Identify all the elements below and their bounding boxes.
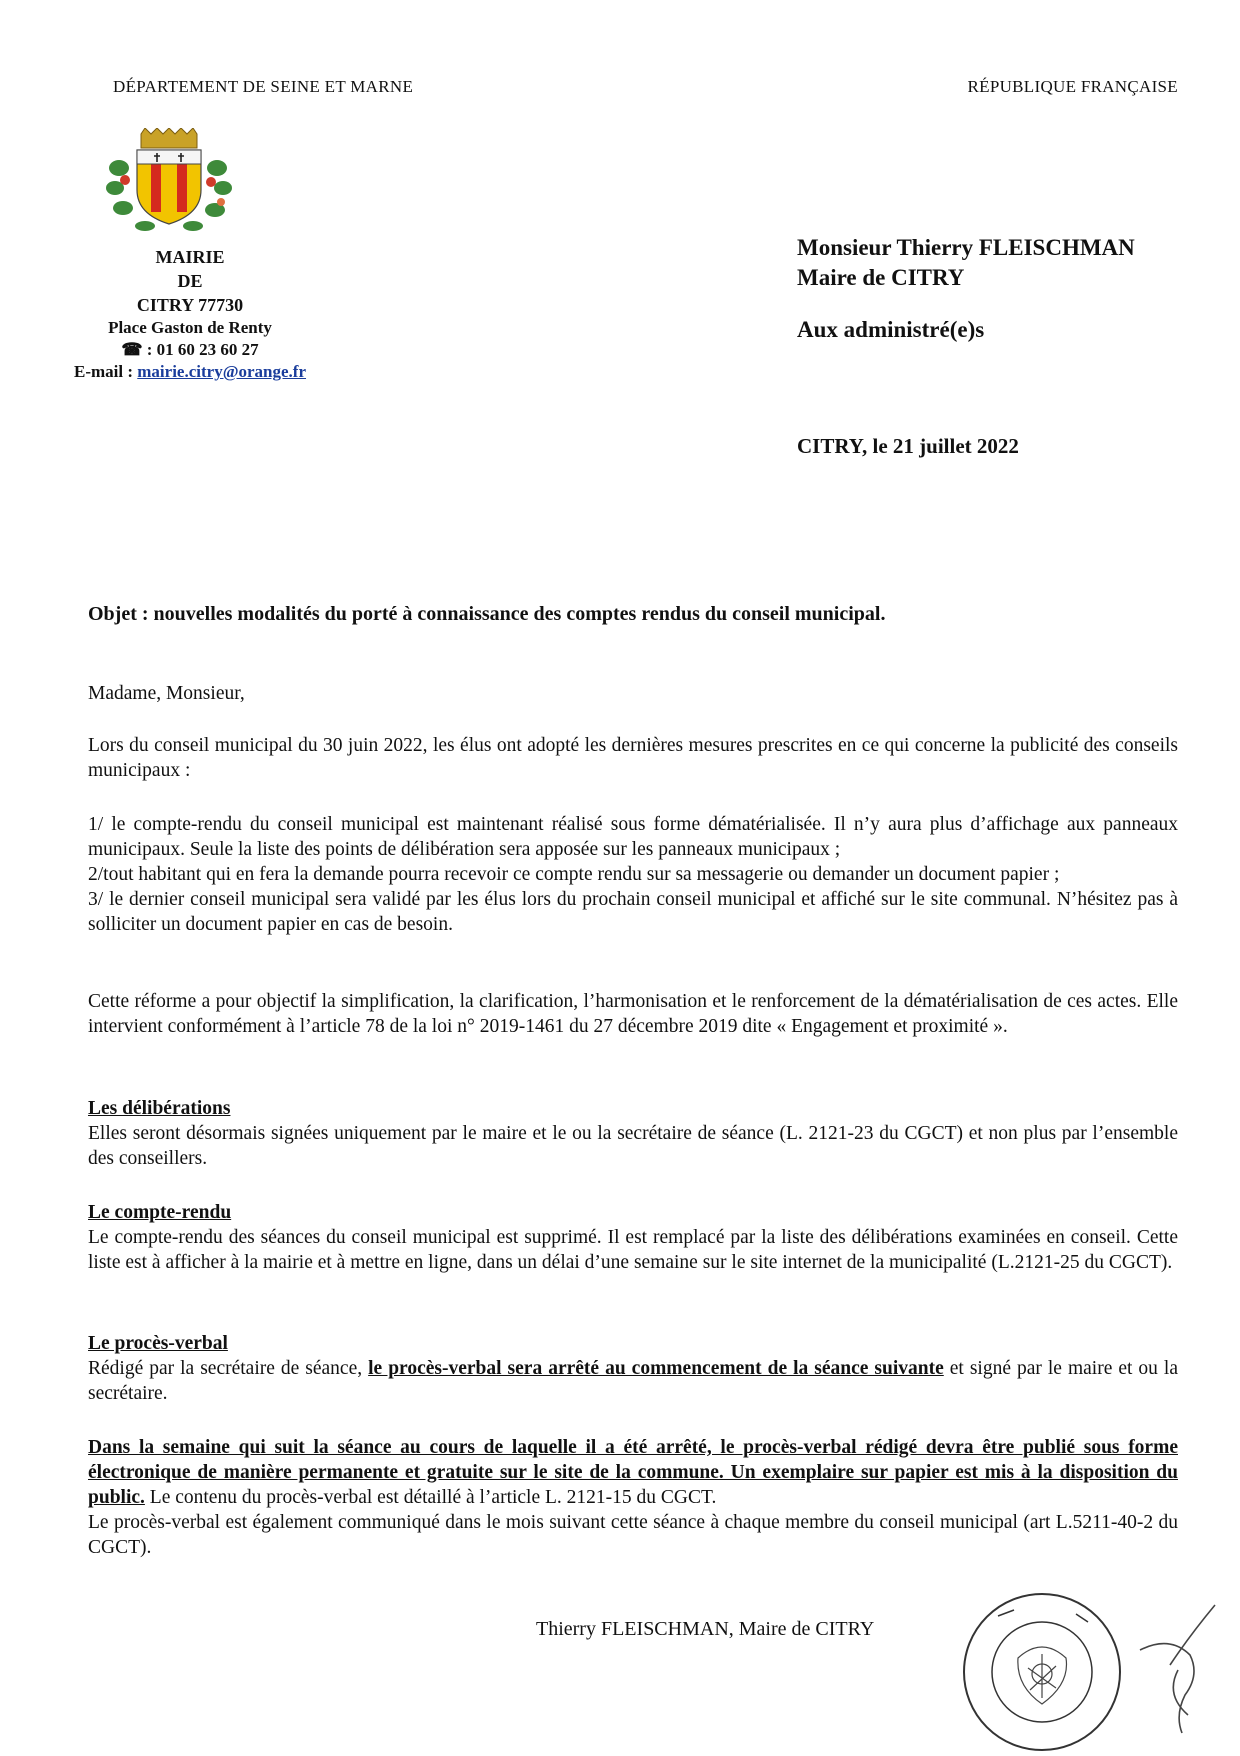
sender-address: Place Gaston de Renty bbox=[108, 318, 272, 337]
republic-header: RÉPUBLIQUE FRANÇAISE bbox=[967, 77, 1178, 96]
sender-phone: : 01 60 23 60 27 bbox=[142, 340, 259, 359]
publication-line-2: Le procès-verbal est également communiqué dans le mois suivant cette séance à chaque membre du conseil municipal (art L.5211-40-2 du CGCT). bbox=[88, 1512, 1178, 1558]
text-run: et signé par le maire et ou la secrétaire. bbox=[88, 1358, 1178, 1404]
email-label: E-mail : bbox=[73, 362, 138, 381]
recipient-block bbox=[797, 233, 1135, 345]
intro-paragraph: Lors du conseil municipal du 30 juin 2022, les élus ont adopté les dernières mesures prescrites en ce qui concerne la publicité des conseils municipaux : bbox=[88, 735, 1178, 781]
salutation: Madame, Monsieur, bbox=[88, 683, 245, 704]
publication-text bbox=[88, 1435, 1178, 1510]
handwritten-signature-icon bbox=[1130, 1595, 1220, 1735]
recipient-name: Monsieur Thierry FLEISCHMAN bbox=[797, 235, 1135, 260]
list-item: 3/ le dernier conseil municipal sera validé par les élus lors du prochain conseil municipal et affiché sur le site communal. N’hésitez pas à solliciter un document papier en cas de besoin. bbox=[88, 889, 1178, 935]
points-list bbox=[88, 812, 1178, 937]
list-item: 2/tout habitant qui en fera la demande pourra recevoir ce compte rendu sur sa messagerie ou demander un document papier ; bbox=[88, 864, 1060, 885]
section-text: Elles seront désormais signées uniquement par le maire et le ou la secrétaire de séance (L. 2121-23 du CGCT) et non plus par l’ensemble des conseillers. bbox=[88, 1123, 1178, 1169]
section-text bbox=[88, 1356, 1178, 1406]
publication-paragraph bbox=[88, 1435, 1178, 1560]
section-compte-rendu bbox=[88, 1200, 1178, 1275]
reform-paragraph: Cette réforme a pour objectif la simplification, la clarification, l’harmonisation et le renforcement de la dématérialisation de ces actes. Elle intervient conformément à l’article 78 de la loi n° 2019-1461 du 27 décembre 2019 dite « Engagement et proximité ». bbox=[88, 991, 1178, 1037]
sender-line-3: CITRY 77730 bbox=[136, 295, 244, 315]
section-proces-verbal bbox=[88, 1331, 1178, 1406]
sender-block bbox=[40, 245, 340, 383]
recipient-title: Maire de CITRY bbox=[797, 265, 965, 290]
text-run: Le contenu du procès-verbal est détaillé à l’article L. 2121-15 du CGCT. bbox=[144, 1487, 717, 1508]
coat-of-arms-icon bbox=[105, 128, 233, 232]
mairie-stamp-icon bbox=[958, 1588, 1126, 1756]
section-title: Les délibérations bbox=[88, 1098, 231, 1119]
sender-line-1: MAIRIE bbox=[155, 247, 225, 267]
department-header: DÉPARTEMENT DE SEINE ET MARNE bbox=[113, 77, 414, 96]
section-title: Le procès-verbal bbox=[88, 1333, 228, 1354]
recipient-audience: Aux administré(e)s bbox=[797, 317, 985, 342]
section-title: Le compte-rendu bbox=[88, 1202, 232, 1223]
text-run: Rédigé par la secrétaire de séance, bbox=[88, 1358, 369, 1379]
section-deliberations bbox=[88, 1096, 1178, 1171]
sender-email-row bbox=[40, 361, 340, 383]
emphasis-run: le procès-verbal sera arrêté au commencement de la séance suivante bbox=[368, 1358, 944, 1379]
list-item: 1/ le compte-rendu du conseil municipal est maintenant réalisé sous forme dématérialisée. Il n’y aura plus d’affichage aux panneaux municipaux. Seule la liste des points de délibération sera apposée sur les panneaux municipaux ; bbox=[88, 814, 1178, 860]
section-text: Le compte-rendu des séances du conseil municipal est supprimé. Il est remplacé par la liste des délibérations examinées en conseil. Cette liste est à afficher à la mairie et à mettre en ligne, dans un délai d’une semaine sur le site internet de la municipalité (L.2121-25 du CGCT). bbox=[88, 1227, 1178, 1273]
phone-icon: ☎ bbox=[121, 340, 143, 359]
sender-phone-row bbox=[40, 339, 340, 361]
letter-subject: Objet : nouvelles modalités du porté à connaissance des comptes rendus du conseil municipal. bbox=[88, 603, 886, 625]
letter-date: CITRY, le 21 juillet 2022 bbox=[797, 434, 1019, 458]
signature-line: Thierry FLEISCHMAN, Maire de CITRY bbox=[536, 1618, 875, 1640]
email-link[interactable]: mairie.citry@orange.fr bbox=[137, 362, 307, 381]
emphasis-run: Dans la semaine qui suit la séance au cours de laquelle il a été arrêté, le procès-verbal rédigé devra être publié sous forme électronique de manière permanente et gratuite sur le site de la commune. Un exemplaire sur papier est mis à la disposition du public. bbox=[88, 1437, 1178, 1508]
sender-line-2: DE bbox=[177, 271, 203, 291]
